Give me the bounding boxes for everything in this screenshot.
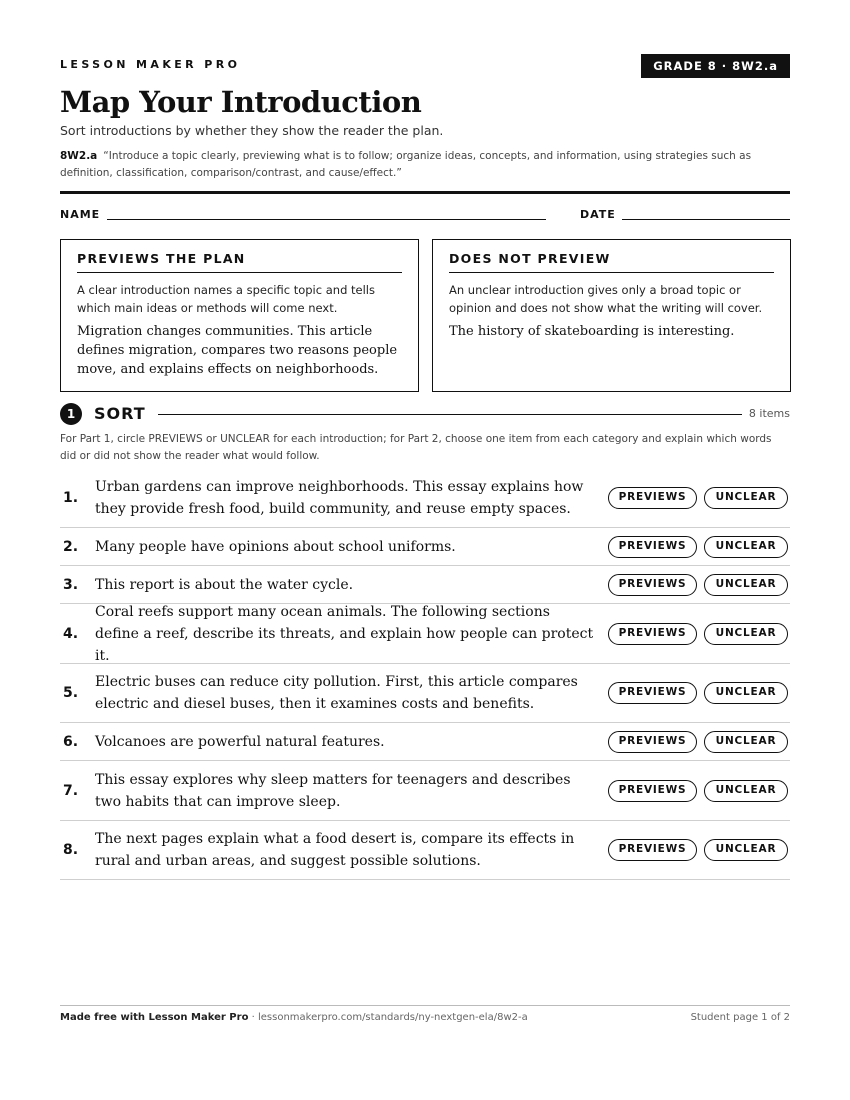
previews-option[interactable]: PREVIEWS	[608, 682, 697, 704]
grade-badge: GRADE 8 · 8W2.a	[641, 54, 790, 78]
name-field[interactable]	[107, 219, 546, 220]
list-item	[60, 566, 790, 604]
card-example: The history of skateboarding is interesting.	[449, 324, 735, 339]
item-number: 8.	[63, 842, 79, 858]
item-text: Electric buses can reduce city pollution. First, this article compares electric and diesel buses, then it examines costs and benefits.	[95, 674, 578, 712]
brand-name: LESSON MAKER PRO	[60, 58, 241, 71]
list-item	[60, 528, 790, 566]
item-choices	[608, 682, 788, 704]
unclear-option[interactable]: UNCLEAR	[704, 536, 788, 558]
sort-section-header	[60, 403, 790, 425]
item-number: 7.	[63, 782, 79, 799]
sort-item-list	[60, 468, 790, 880]
does-not-preview-card	[432, 239, 791, 392]
unclear-option[interactable]: UNCLEAR	[704, 487, 788, 509]
previews-option[interactable]: PREVIEWS	[608, 487, 697, 509]
item-choices	[608, 487, 788, 509]
footer-brand: Made free with Lesson Maker Pro	[60, 1012, 249, 1023]
previews-option[interactable]: PREVIEWS	[608, 623, 697, 645]
item-choices	[608, 574, 788, 596]
sort-instructions: For Part 1, circle PREVIEWS or UNCLEAR for each introduction; for Part 2, choose one item from each category and explain which words did or did not show the reader what would follow.	[60, 433, 772, 462]
previews-option[interactable]: PREVIEWS	[608, 731, 697, 753]
previews-plan-card	[60, 239, 419, 392]
section-number-badge: 1	[60, 403, 82, 425]
student-fields	[60, 207, 790, 223]
unclear-option[interactable]: UNCLEAR	[704, 574, 788, 596]
item-count: 8 items	[748, 407, 790, 420]
item-number: 2.	[63, 538, 79, 555]
unclear-option[interactable]: UNCLEAR	[704, 839, 788, 861]
unclear-option[interactable]: UNCLEAR	[704, 731, 788, 753]
section-divider	[158, 414, 742, 415]
date-label: DATE	[580, 208, 616, 221]
item-text: This report is about the water cycle.	[95, 576, 354, 593]
header-divider	[60, 191, 790, 194]
page-title: Map Your Introduction	[60, 85, 422, 119]
card-description: A clear introduction names a specific topic and tells which main ideas or methods will come next.	[77, 283, 375, 315]
list-item	[60, 604, 790, 664]
item-choices	[608, 536, 788, 558]
previews-option[interactable]: PREVIEWS	[608, 536, 697, 558]
page-subtitle: Sort introductions by whether they show the reader the plan.	[60, 123, 444, 138]
list-item	[60, 723, 790, 761]
item-text: This essay explores why sleep matters for teenagers and describes two habits that can improve sleep.	[95, 771, 571, 810]
item-number: 1.	[63, 489, 79, 506]
name-label: NAME	[60, 208, 101, 221]
item-number: 6.	[63, 733, 79, 750]
previews-option[interactable]: PREVIEWS	[608, 780, 697, 802]
item-text: The next pages explain what a food desert is, compare its effects in rural and urban areas, and suggest possible solutions.	[95, 831, 575, 869]
standard-text: “Introduce a topic clearly, previewing what is to follow; organize ideas, concepts, and information, using strategies such as definition, classification, comparison/contrast, and cause/effect.”	[60, 150, 752, 179]
date-field[interactable]	[622, 219, 790, 220]
footer-url: · lessonmakerpro.com/standards/ny-nextgen-ela/8w2-a	[248, 1012, 528, 1023]
item-choices	[608, 731, 788, 753]
page-footer	[60, 1012, 790, 1023]
item-text: Many people have opinions about school uniforms.	[95, 538, 456, 555]
list-item	[60, 821, 790, 880]
page-number: Student page 1 of 2	[690, 1012, 790, 1023]
card-description: An unclear introduction gives only a broad topic or opinion and does not show what the writing will cover.	[449, 283, 763, 315]
previews-option[interactable]: PREVIEWS	[608, 574, 697, 596]
item-number: 4.	[63, 625, 79, 642]
item-choices	[608, 623, 788, 645]
card-heading: PREVIEWS THE PLAN	[77, 251, 402, 273]
unclear-option[interactable]: UNCLEAR	[704, 780, 788, 802]
item-choices	[608, 839, 788, 861]
list-item	[60, 664, 790, 723]
item-text: Urban gardens can improve neighborhoods. This essay explains how they provide fresh food, build community, and reuse empty spaces.	[95, 478, 584, 517]
section-title: SORT	[94, 404, 146, 423]
item-text: Volcanoes are powerful natural features.	[95, 733, 385, 750]
previews-option[interactable]: PREVIEWS	[608, 839, 697, 861]
footer-divider	[60, 1005, 790, 1006]
worksheet-page	[60, 0, 790, 1100]
unclear-option[interactable]: UNCLEAR	[704, 682, 788, 704]
card-example: Migration changes communities. This article defines migration, compares two reasons people move, and explains effects on neighborhoods.	[77, 324, 398, 377]
item-number: 5.	[63, 685, 79, 701]
list-item	[60, 761, 790, 821]
list-item	[60, 468, 790, 528]
item-number: 3.	[63, 576, 79, 593]
standard-statement	[60, 148, 790, 182]
card-heading: DOES NOT PREVIEW	[449, 251, 774, 273]
item-choices	[608, 780, 788, 802]
item-text: Coral reefs support many ocean animals. The following sections define a reef, describe its threats, and explain how people can protect it.	[95, 603, 594, 664]
standard-code: 8W2.a	[60, 150, 98, 162]
brand-row	[60, 54, 790, 78]
unclear-option[interactable]: UNCLEAR	[704, 623, 788, 645]
